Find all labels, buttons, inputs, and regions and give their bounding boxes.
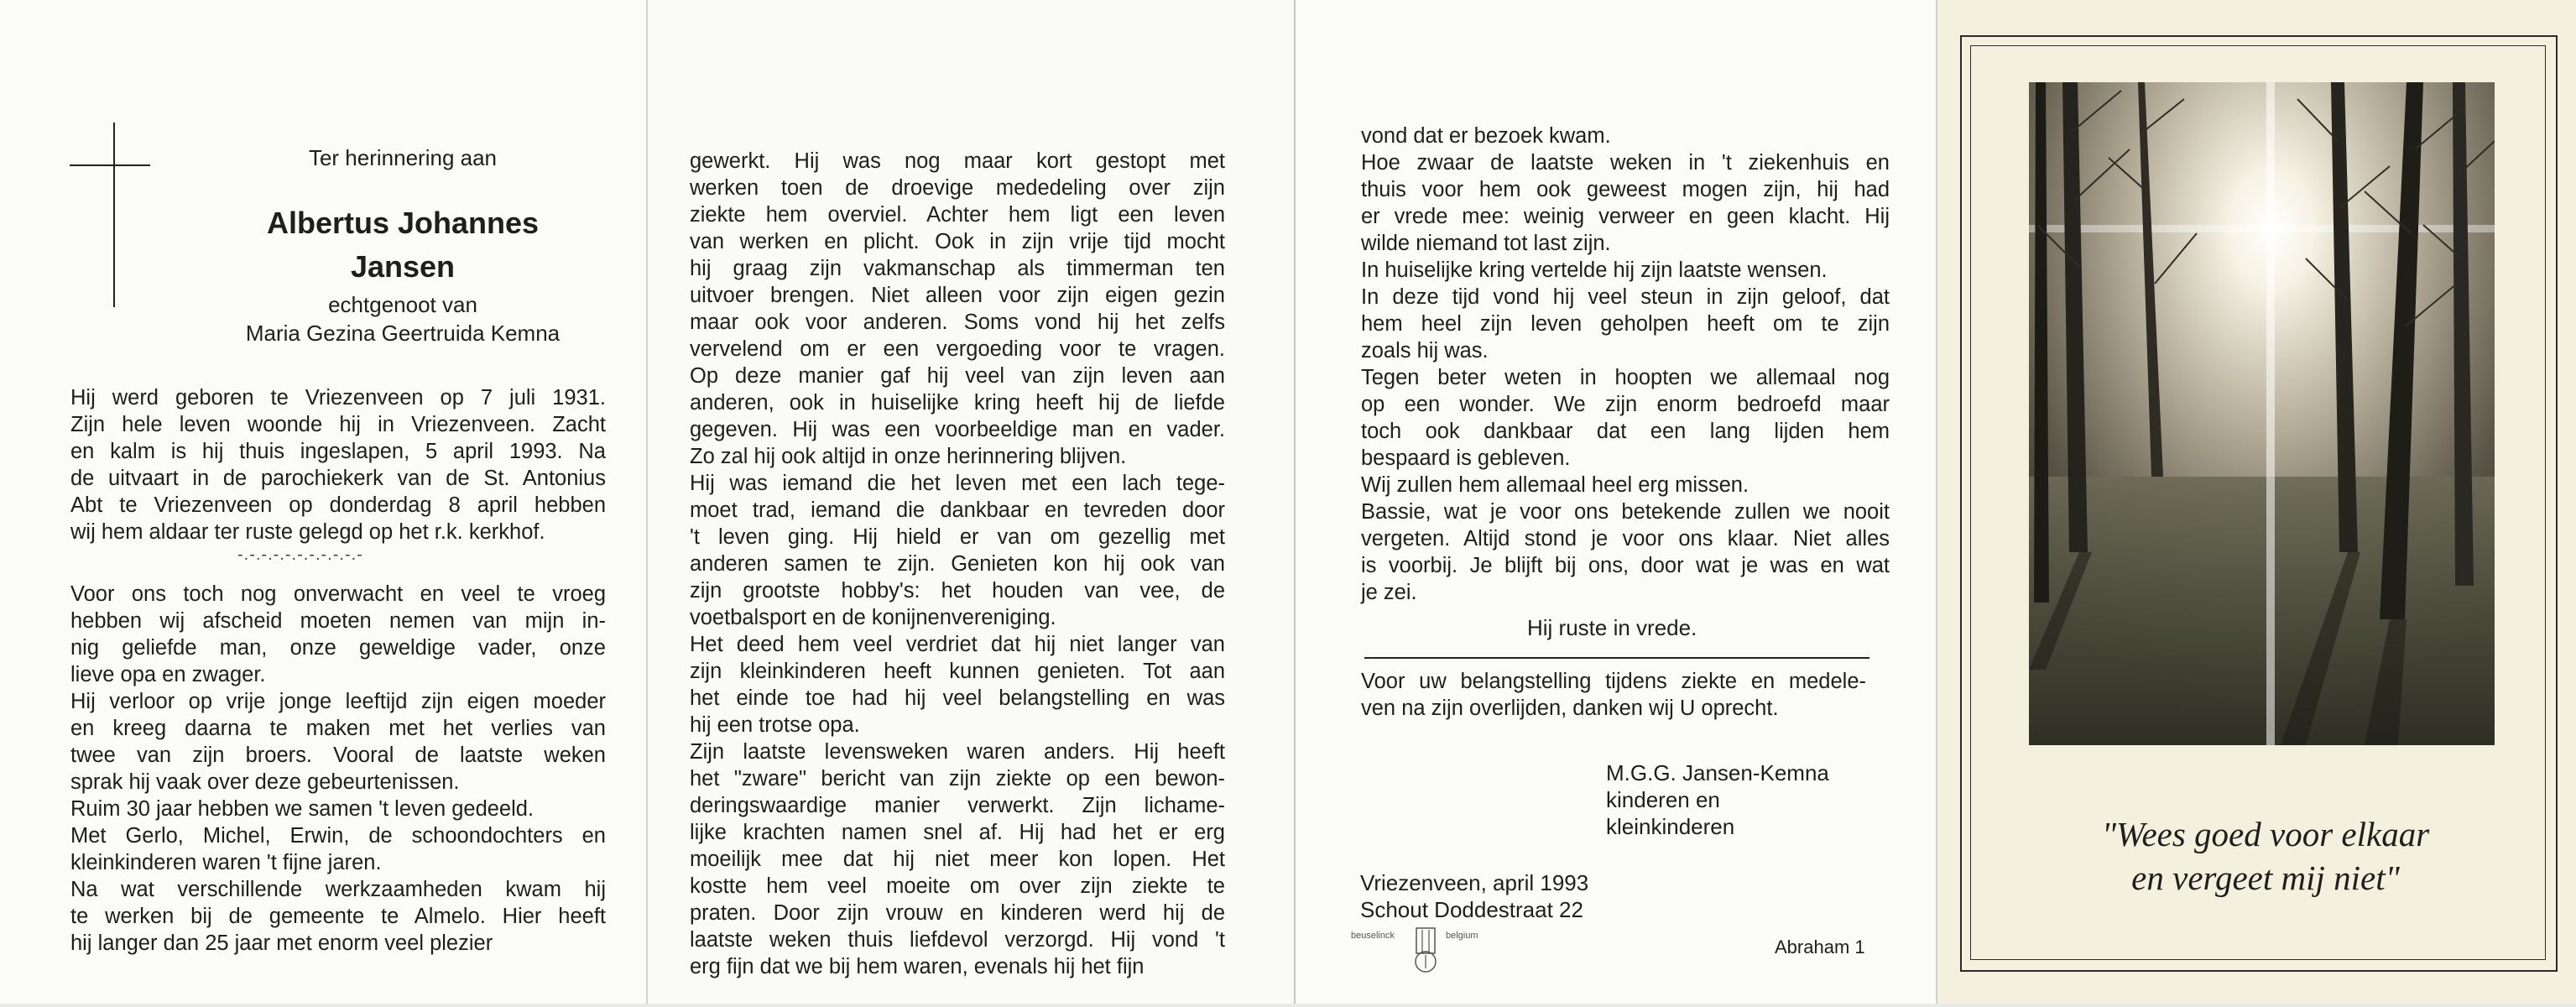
text-line: Zo zal hij ook altijd in onze herinnering blijven.: [690, 445, 1127, 468]
text-line: toch ook dankbaar dat een lang lijden hem: [1361, 420, 1890, 443]
text-divider: -.-.-.-.-.-.-.-.-.-.-: [237, 545, 363, 564]
text-line: zijn kleinkinderen heeft kunnen genieten. Tot aan: [690, 660, 1225, 683]
text-line: erg fijn dat we bij hem waren, evenals hij het fijn: [690, 955, 1145, 978]
text-line: hem heel zijn leven geholpen heeft om te zijn: [1361, 312, 1890, 336]
text-line: In deze tijd vond hij veel steun in zijn geloof, dat: [1361, 285, 1890, 309]
forest-sunlight-photo: [2029, 82, 2495, 745]
text-line: vervelend om er een vergoeding voor te vragen.: [690, 337, 1225, 361]
text-line: 't leven ging. Hij hield er van om gezellig met: [690, 525, 1225, 549]
text-line: wilde niemand tot last zijn.: [1361, 232, 1611, 255]
biography-intro: [70, 384, 606, 545]
address: Schout Doddestraat 22: [1360, 897, 1583, 922]
text-line: het einde toe had hij veel belangstelling en was: [690, 686, 1225, 710]
text-line: Zijn laatste levensweken waren anders. Hij heeft: [690, 740, 1225, 764]
deceased-name-line: Albertus Johannes: [266, 206, 540, 240]
text-line: moeilijk mee dat hij niet meer kon lopen. Het: [690, 848, 1225, 871]
place-date: Vriezenveen, april 1993: [1360, 870, 1589, 895]
text-line: voetbalsport en de konijnenvereniging.: [690, 606, 1056, 629]
text-line: zoals hij was.: [1361, 339, 1489, 363]
biography-text: [70, 581, 606, 957]
text-line: zijn grootste hobby's: het houden van vee, de: [690, 579, 1225, 603]
cover-quote-line: "Wees goed voor elkaar: [2101, 815, 2430, 853]
spouse-name: Maria Gezina Geertruida Kemna: [245, 321, 561, 346]
text-line: kleinkinderen waren 't fijne jaren.: [70, 851, 382, 874]
text-line: anderen, ook in huiselijke kring heeft hij de liefde: [690, 391, 1225, 415]
text-line: hij graag zijn vakmanschap als timmerman ten: [690, 257, 1225, 280]
text-line: Voor ons toch nog onverwacht en veel te vroeg: [70, 582, 606, 606]
thanks-text: [1361, 668, 1866, 722]
text-line: vond dat er bezoek kwam.: [1361, 124, 1611, 148]
text-line: praten. Door zijn vrouw en kinderen werd hij de: [690, 901, 1225, 925]
text-line: hij langer dan 25 jaar met enorm veel plezier: [70, 931, 493, 955]
fold-line: [1294, 0, 1296, 1004]
text-line: Hoe zwaar de laatste weken in 't ziekenhuis en: [1361, 151, 1890, 175]
text-line: Hij verloor op vrije jonge leeftijd zijn eigen moeder: [70, 690, 606, 713]
text-line: moet trad, iemand die dankbaar en tevreden door: [690, 498, 1225, 522]
text-line: twee van zijn broers. Vooral de laatste weken: [70, 744, 606, 767]
text-line: hebben wij afscheid moeten nemen van mijn in-: [70, 609, 606, 633]
text-line: Bassie, wat je voor ons betekende zullen we nooit: [1361, 500, 1890, 524]
signature-line: kleinkinderen: [1606, 814, 1735, 839]
text-line: op een wonder. We zijn enorm bedroefd maar: [1361, 393, 1890, 416]
text-line: anderen samen te zijn. Genieten kon hij ook van: [690, 552, 1225, 576]
spouse-label: echtgenoot van: [328, 292, 477, 317]
rest-in-peace: Hij ruste in vrede.: [1527, 615, 1697, 640]
text-line: bespaard is gebleven.: [1361, 446, 1571, 470]
text-line: Ruim 30 jaar hebben we samen 't leven gedeeld.: [70, 797, 534, 821]
text-line: Hij was iemand die het leven met een lach tege-: [690, 472, 1225, 495]
text-line: je zei.: [1361, 581, 1417, 604]
cross-icon: [113, 123, 115, 307]
text-line: werken toen de droevige mededeling over zijn: [690, 176, 1225, 200]
horizontal-rule: [1364, 657, 1869, 659]
text-line: Na wat verschillende werkzaamheden kwam hij: [70, 878, 606, 901]
text-line: maar ook voor anderen. Soms vond hij het zelfs: [690, 310, 1225, 334]
text-line: kostte hem veel moeite om over zijn ziekte te: [690, 874, 1225, 898]
text-line: sprak hij vaak over deze gebeurtenissen.: [70, 770, 460, 794]
text-line: Wij zullen hem allemaal heel erg missen.: [1361, 473, 1749, 497]
text-line: In huiselijke kring vertelde hij zijn laatste wensen.: [1361, 258, 1828, 282]
text-line: van werken en plicht. Ook in zijn vrije tijd mocht: [690, 230, 1225, 253]
deceased-name: [126, 201, 680, 289]
text-line: te werken bij de gemeente te Almelo. Hier heeft: [70, 905, 606, 928]
text-line: gegeven. Hij was een voorbeeldige man en vader.: [690, 418, 1225, 441]
text-line: laatste weken thuis liefdevol verzorgd. Hij vond 't: [690, 928, 1225, 952]
text-line: ziekte hem overviel. Achter hem ligt een leven: [690, 203, 1225, 227]
biography-text-end: [1361, 123, 1890, 606]
text-line: thuis voor hem ook geweest mogen zijn, hij had: [1361, 178, 1890, 201]
printer-name: beuselinck: [1351, 931, 1395, 941]
text-line: vergeten. Altijd stond je voor ons klaar. Niet alles: [1361, 527, 1890, 550]
text-line: Op deze manier gaf hij veel van zijn leven aan: [690, 364, 1225, 388]
text-line: Met Gerlo, Michel, Erwin, de schoondochters en: [70, 824, 606, 848]
text-line: nig geliefde man, onze geweldige vader, onze: [70, 636, 606, 660]
text-line: wij hem aldaar ter ruste gelegd op het r.k. kerkhof.: [70, 520, 545, 544]
text-line: deringswaardige manier verwerkt. Zijn lichame-: [690, 794, 1225, 817]
signature-line: M.G.G. Jansen-Kemna: [1606, 760, 1829, 785]
text-line: hij een trotse opa.: [690, 713, 860, 737]
printer-logo: [1349, 925, 1500, 977]
cover-quote-line: en vergeet mij niet": [2131, 858, 2400, 897]
signature-line: kinderen en: [1606, 787, 1720, 812]
text-line: Tegen beter weten in hoopten we allemaal nog: [1361, 366, 1890, 389]
fold-line: [1936, 0, 1937, 1004]
text-line: Voor uw belangstelling tijdens ziekte en medele-: [1361, 670, 1866, 693]
text-line: en kalm is hij thuis ingeslapen, 5 april 1993. Na: [70, 440, 606, 463]
deceased-name-line: Jansen: [350, 249, 456, 284]
text-line: lieve opa en zwager.: [70, 663, 266, 686]
text-line: gewerkt. Hij was nog maar kort gestopt met: [690, 149, 1225, 173]
text-line: er vrede mee: weinig verweer en geen klacht. Hij: [1361, 205, 1890, 228]
text-line: Het deed hem veel verdriet dat hij niet langer van: [690, 633, 1225, 656]
text-line: Zijn hele leven woonde hij in Vriezenveen. Zacht: [70, 413, 606, 436]
text-line: Hij werd geboren te Vriezenveen op 7 juli 1931.: [70, 386, 606, 410]
text-line: Abt te Vriezenveen op donderdag 8 april hebben: [70, 493, 606, 517]
text-line: ven na zijn overlijden, danken wij U oprecht.: [1361, 697, 1779, 720]
text-line: uitvoer brengen. Niet alleen voor zijn eigen gezin: [690, 284, 1225, 307]
text-line: de uitvaart in de parochiekerk van de St. Antonius: [70, 467, 606, 490]
printer-country: belgium: [1446, 931, 1478, 941]
biography-text-continued: [690, 148, 1225, 980]
text-line: en kreeg daarna te maken met het verlies van: [70, 717, 606, 740]
text-line: lijke krachten namen snel af. Hij had het er erg: [690, 821, 1225, 844]
text-line: het "zware" bericht van zijn ziekte op een bewon-: [690, 767, 1225, 790]
memorial-header: Ter herinnering aan: [308, 145, 498, 170]
text-line: is voorbij. Je blijft bij ons, door wat je was en wat: [1361, 554, 1890, 577]
card-model-number: Abraham 1: [1775, 937, 1865, 957]
